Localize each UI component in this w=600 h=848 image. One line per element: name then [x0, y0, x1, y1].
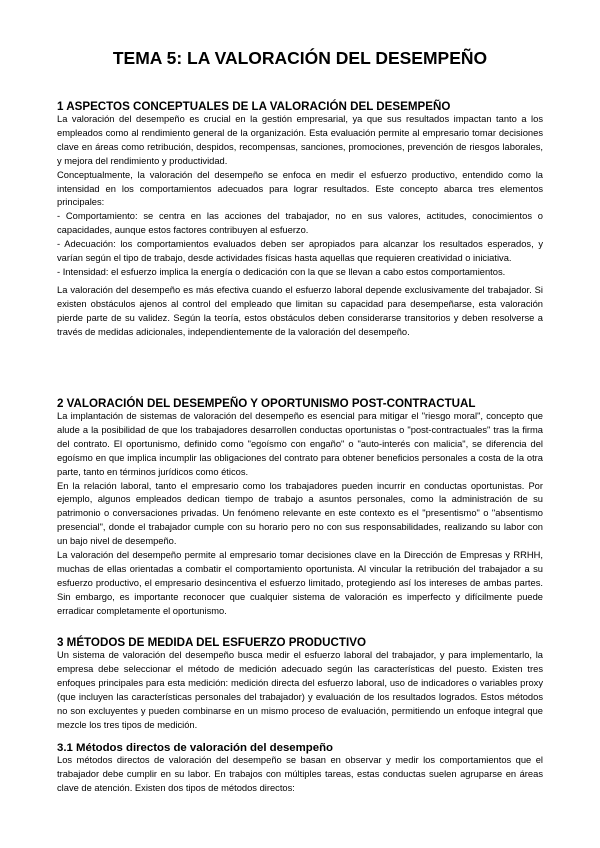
section-1-bullet-adecuacion: - Adecuación: los comportamientos evaluados deben ser apropiados para alcanzar los resultados esperados, y varían según el tipo de trabajo, desde actividades físicas hasta aquellas que requieren creatividad o iniciativa.	[57, 239, 543, 264]
section-1-paragraph: La valoración del desempeño es más efectiva cuando el esfuerzo laboral depende exclusivamente del trabajador. Si existen obstáculos ajenos al control del empleado que limitan su capacidad para desempeñarse, esta valoración pierde parte de su validez. Según la teoría, estos obstáculos deben considerarse transitorios y deben resolverse a través de medidas adicionales, independientemente de la valoración del desempeño.	[57, 284, 543, 337]
subsection-3-1-heading: 3.1 Métodos directos de valoración del desempeño	[57, 742, 333, 754]
section-1-paragraph: Conceptualmente, la valoración del desempeño se enfoca en medir el esfuerzo productivo, entendido como la intensidad en los comportamientos adecuados para lograr resultados. Este concepto abarca tres elementos principales:	[57, 169, 543, 208]
section-2-paragraph: En la relación laboral, tanto el empresario como los trabajadores pueden incurrir en conductas oportunistas. Por ejemplo, algunos empleados dedican tiempo de trabajo a asuntos personales, como la administración de su patrimonio o conversaciones privadas. Un fenómeno relevante en este contexto es el "presentismo" o "absentismo presencial", donde el trabajador cumple con su horario pero no con sus responsabilidades, realizando su labor con un bajo nivel de desempeño.	[57, 480, 543, 547]
section-1-paragraph: La valoración del desempeño es crucial en la gestión empresarial, ya que sus resultados impactan tanto a los empleados como al rendimiento general de la organización. Esta evaluación permite al empresario tomar decisiones clave en áreas como retribución, despidos, recompensas, sanciones, promociones, prevención de riesgos laborales, y mejora del rendimiento y productividad.	[57, 114, 543, 166]
section-1-heading: 1 ASPECTOS CONCEPTUALES DE LA VALORACIÓN DEL DESEMPEÑO	[57, 100, 451, 113]
section-1-bullet-comportamiento: - Comportamiento: se centra en las acciones del trabajador, no en sus valores, actitudes, conocimientos o capacidades, aunque estos factores contribuyen al esfuerzo.	[57, 211, 543, 236]
section-1	[57, 100, 543, 340]
section-3	[57, 636, 543, 732]
section-1-bullet-intensidad: - Intensidad: el esfuerzo implica la energía o dedicación con la que se llevan a cabo estos comportamientos.	[57, 266, 506, 277]
section-2-paragraph: La valoración del desempeño permite al empresario tomar decisiones clave en la Dirección de Empresas y RRHH, muchas de ellas orientadas a combatir el comportamiento oportunista. Al vincular la retribución del trabajador a su esfuerzo productivo, el empresario desincentiva el esfuerzo limitado, protegiendo así los intereses de ambas partes. Sin embargo, es importante reconocer que cualquier sistema de valoración es imperfecto y difícilmente puede erradicar completamente el oportunismo.	[57, 550, 543, 616]
section-2-heading: 2 VALORACIÓN DEL DESEMPEÑO Y OPORTUNISMO POST-CONTRACTUAL	[57, 397, 476, 410]
section-3-paragraph: Un sistema de valoración del desempeño busca medir el esfuerzo laboral del trabajador, y para implementarlo, la empresa debe seleccionar el método de medición adecuado según las características del puesto. Existen tres enfoques principales para esta medición: medición directa del esfuerzo laboral, uso de indicadores o variables proxy (que incluyen las características personales del trabajador) y evaluación de los resultados logrados. Estos métodos no son excluyentes y pueden combinarse en un mismo proceso de evaluación, permitiendo un enfoque integral que mezcle los tres tipos de medición.	[57, 650, 543, 730]
section-3-heading: 3 MÉTODOS DE MEDIDA DEL ESFUERZO PRODUCTIVO	[57, 636, 366, 649]
section-2-paragraph: La implantación de sistemas de valoración del desempeño es esencial para mitigar el "riesgo moral", concepto que alude a la posibilidad de que los trabajadores desarrollen conductas oportunistas o "post-contractuales" tras la firma del contrato. El oportunismo, definido como "egoísmo con engaño" o "auto-interés con malicia", se diferencia del egoísmo en que implica incumplir las obligaciones del contrato para obtener beneficios personales a costa de la otra parte, tanto en términos jurídicos como éticos.	[57, 411, 543, 477]
subsection-3-1	[57, 742, 543, 796]
document-title: TEMA 5: LA VALORACIÓN DEL DESEMPEÑO	[112, 48, 488, 68]
subsection-3-1-paragraph: Los métodos directos de valoración del desempeño se basan en observar y medir los comportamientos que el trabajador debe cumplir en su labor. En trabajos con múltiples tareas, estas conductas suelen agruparse en áreas clave de atención. Existen dos tipos de métodos directos:	[57, 755, 543, 793]
section-2	[57, 397, 543, 619]
